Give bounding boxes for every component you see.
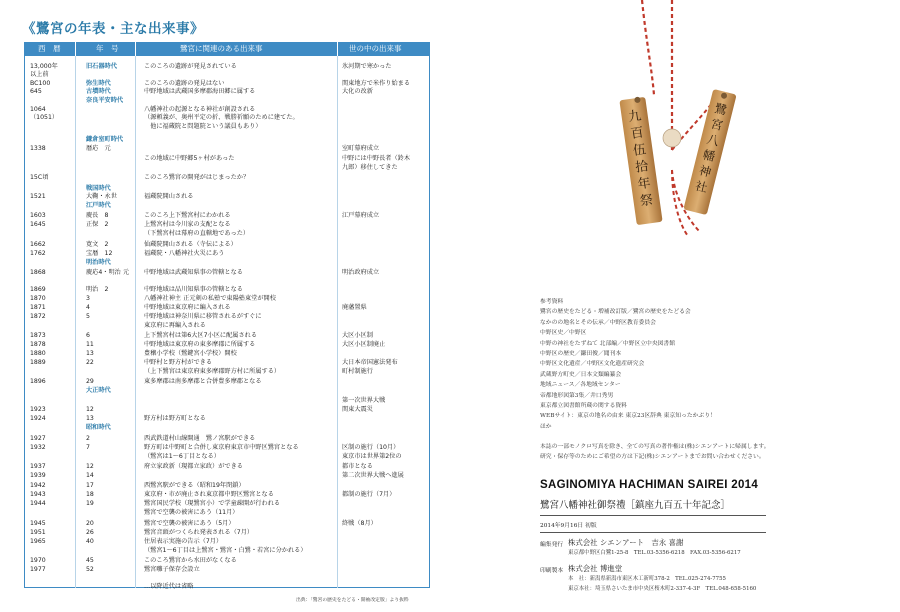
cell-nengo: 旧石器時代 [86, 63, 117, 70]
cell-world-event: 室町幕府成立 [342, 145, 380, 152]
cell-sagi-event: 福蔵院・八幡神社火災にあう [144, 250, 225, 257]
cell-seireki: 1924 [30, 415, 46, 422]
cell-nengo: 大正時代 [86, 387, 111, 394]
svg-text:鷺宮八幡神社: 鷺宮八幡神社 [693, 101, 729, 196]
cell-seireki: 1945 [30, 520, 46, 527]
cell-sagi-event: 鷺宮で空襲の被害にあう（11月） [144, 509, 239, 516]
reference-item: 地域ニュース／各地域センター [540, 382, 621, 389]
cell-nengo: 2 [86, 435, 90, 442]
cell-sagi-event: （下鷺宮村は幕府の直轄地であった） [144, 230, 250, 237]
cell-seireki: 1880 [30, 350, 46, 357]
cell-sagi-event: …以降近代は省略 [144, 583, 194, 590]
cell-nengo: 明治 2 [86, 286, 109, 293]
cell-sagi-event: 東京府に再編入される [144, 322, 206, 329]
cell-seireki: 1338 [30, 145, 46, 152]
cell-nengo: 29 [86, 378, 94, 385]
reference-item: 東京都立図書館所蔵の関する資料 [540, 403, 627, 410]
cell-seireki: 1937 [30, 463, 46, 470]
cell-nengo: 慶応4・明治 元 [86, 269, 130, 276]
source-credit: 出典：「鷺宮の歴史をたどる・開袖改定版」より抜粋 [296, 598, 409, 603]
cell-sagi-event: 鷺宮で空襲の被害にあう（5月） [144, 520, 235, 527]
cell-seireki: 1868 [30, 269, 46, 276]
edition-date: 2014年9月16日 初版 [540, 523, 597, 529]
cell-world-event: 町村制施行 [342, 368, 373, 375]
publisher-name: 株式会社 シエンアート 吉永 喜謝 [568, 538, 684, 547]
cell-seireki: 1965 [30, 538, 46, 545]
cell-world-event: 氷河期で寒かった [342, 63, 392, 70]
cell-sagi-event: 中野地域は武蔵国多摩郡海田郷に属する [144, 88, 256, 95]
reference-item: 中野区史／中野区 [540, 330, 587, 337]
left-wooden-tag [619, 97, 662, 226]
cell-world-event: 区制の施行（10月） [342, 444, 400, 451]
cell-seireki: 以上前 [30, 71, 49, 78]
cell-seireki: 1870 [30, 295, 46, 302]
cell-nengo: 江戸時代 [86, 202, 111, 209]
cell-seireki: 1923 [30, 406, 46, 413]
cell-sagi-event: 鷺宮音頭がつくられ発表される（7月） [144, 529, 254, 536]
cell-sagi-event: （源頼義が、奥州平定の折、戦勝祈願のために建てた。 [144, 114, 299, 121]
cell-sagi-event: 八幡神社神主 正元剣の私塾で東陽塾東堂が開校 [144, 295, 276, 302]
cell-nengo: 4 [86, 304, 90, 311]
reference-item: なかのの地名とその伝承／中野区教育委員会 [540, 319, 656, 326]
cell-nengo: 26 [86, 529, 94, 536]
cell-seireki: 1064 [30, 106, 46, 113]
cell-seireki: 1521 [30, 193, 46, 200]
colophon-title-en: SAGINOMIYA HACHIMAN SAIREI 2014 [540, 479, 759, 491]
cell-nengo: 3 [86, 295, 90, 302]
cell-sagi-event: 西鷺宮駅ができる（昭和19年閉鎖） [144, 482, 245, 489]
cell-nengo: 宝暦 12 [86, 250, 113, 257]
cell-nengo: 13 [86, 415, 94, 422]
cell-sagi-event: （上下鷺宮は東京府東多摩郡野方村に所属する） [144, 368, 281, 375]
cell-world-event: 都市となる [342, 463, 373, 470]
printer-name: 株式会社 博進堂 [568, 564, 623, 573]
cell-nengo: 暦応 元 [86, 145, 111, 152]
cell-sagi-event: このころ鷺宮の開発がはじまったか？ [144, 174, 250, 181]
cell-sagi-event: 中野地域は東京府の東多摩郡に所属する [144, 341, 256, 348]
cell-world-event: 大区小区制廃止 [342, 341, 386, 348]
cell-world-event: 大化の改新 [342, 88, 373, 95]
cell-nengo: 13 [86, 350, 94, 357]
cell-seireki: 1878 [30, 341, 46, 348]
cell-seireki: 1896 [30, 378, 46, 385]
printer-label: 印刷製本 [540, 568, 564, 574]
cell-seireki: 1943 [30, 491, 46, 498]
cell-seireki: 1662 [30, 241, 46, 248]
cell-seireki: 1939 [30, 472, 46, 479]
cell-nengo: 20 [86, 520, 94, 527]
cell-nengo: 18 [86, 491, 94, 498]
cell-nengo: 戦国時代 [86, 185, 111, 192]
col-header-yo: 世の中の出来事 [349, 44, 402, 53]
cell-nengo: 17 [86, 482, 94, 489]
cell-seireki: 1951 [30, 529, 46, 536]
cell-world-event: 九郎）移住してきた [342, 164, 398, 171]
cell-sagi-event: 仙蔵院開山される（寺伝による） [144, 241, 237, 248]
printer-address-2: 東京本社：埼玉県さいたま市中央区桜木町2-337-4-3F TEL.048-658-5160 [568, 586, 757, 592]
cell-nengo: 慶長 8 [86, 212, 109, 219]
cell-nengo: 52 [86, 566, 94, 573]
wooden-tags-photo [588, 0, 748, 260]
cell-sagi-event: 鷺宮国民学校（現鷺宮小）で学童疎開が行われる [144, 500, 281, 507]
page-title: 《鷺宮の年表・主な出来事》 [22, 21, 204, 37]
cell-seireki: 1889 [30, 359, 46, 366]
reference-item: 中野区の歴史／鎌田俊／聞刊本 [540, 351, 622, 358]
cell-sagi-event: 八幡神社の起源となる神社が創設される [144, 106, 256, 113]
cell-seireki: 1871 [30, 304, 46, 311]
note-line: 研究・保存等のためにご希望の方は下記(株)シエンアートまでお問い合わせください。 [540, 454, 765, 461]
cell-seireki: 15C頃 [30, 174, 49, 181]
divider [540, 515, 766, 516]
cell-sagi-event: 西武鉄道村山線開通 鷺ノ宮駅ができる [144, 435, 256, 442]
col-header-sagi: 鷺宮に関連のある出来事 [180, 44, 263, 53]
cell-world-event: 関東大震災 [342, 406, 373, 413]
printer-address-1: 本 社：新潟県新潟市東区木工新町378-2 TEL.025-274-7755 [568, 576, 726, 582]
reference-item: 中野区文化遺産／中野区文化遺産研究会 [540, 361, 645, 368]
cell-sagi-event: （鷺宮1〜6丁目は上鷺宮・鷺宮・白鷺・若宮に分かれる） [144, 547, 307, 554]
cell-nengo: 12 [86, 463, 94, 470]
cell-nengo: 大鞠・永世 [86, 193, 117, 200]
cell-sagi-event: 野方町は中野町と合併し東京府東京市中野区鷺宮となる [144, 444, 299, 451]
cell-sagi-event: 中野村と野方村ができる [144, 359, 213, 366]
reference-item: 帝都地形図第3集／井口秀男 [540, 392, 614, 399]
cell-nengo: 12 [86, 406, 94, 413]
cell-nengo: 14 [86, 472, 94, 479]
cell-nengo: 寛文 2 [86, 241, 109, 248]
cell-nengo: 11 [86, 341, 94, 348]
cell-sagi-event: 府立家政新（現都立家政）ができる [144, 463, 243, 470]
cell-seireki: 13,000年 [30, 63, 58, 70]
reference-item: 中野の神社をたずねて 北部編／中野区立中央図書館 [540, 340, 676, 347]
reference-item: ほか [540, 423, 552, 430]
cell-world-event: 第一次世界大戦 [342, 397, 386, 404]
cell-seireki: 1944 [30, 500, 46, 507]
cell-world-event: 大区小区制 [342, 332, 373, 339]
cell-world-event: 関東地方で米作り始まる [342, 80, 411, 87]
cell-world-event: 廃藩置県 [342, 304, 367, 311]
cell-world-event: 第二次世界大戦へ進展 [342, 472, 404, 479]
cell-nengo: 6 [86, 332, 90, 339]
cell-seireki: 1873 [30, 332, 46, 339]
cell-nengo: 古墳時代 [86, 88, 111, 95]
cell-seireki: 645 [30, 88, 42, 95]
cell-nengo: 昭和時代 [86, 424, 111, 431]
cell-sagi-event: この地域に中野郷5ヶ村があった [144, 155, 235, 162]
publisher-address: 東京都中野区白鷺1-25-8 TEL.03-5356-6218 FAX.03-5356-6217 [568, 550, 741, 556]
copyright-note [540, 442, 770, 463]
table-header [24, 42, 430, 56]
cell-sagi-event: 豊穣小学校（鷺鍵宮小学校）開校 [144, 350, 237, 357]
cell-seireki: 1970 [30, 557, 46, 564]
reference-item: WEBサイト：東京の地名の由来 東京23区辞典 東京知ったかぶり！ [540, 413, 716, 420]
cell-sagi-event: このころ鷺宮から水田がなくなる [144, 557, 237, 564]
reference-item: 鷺宮の歴史をたどる・増補改訂版／鷺宮の歴史をたどる会 [540, 309, 691, 316]
cell-sagi-event: 他に福蔵院と問題院という議員もあり） [144, 123, 262, 130]
cell-sagi-event: このころの遺跡が発見されている [144, 63, 237, 70]
cell-nengo: 5 [86, 313, 90, 320]
cell-world-event: 東京市は世界第2位の [342, 453, 402, 460]
cell-nengo: 正保 2 [86, 221, 109, 228]
cell-seireki: 1932 [30, 444, 46, 451]
publisher-label: 編集発行 [540, 542, 564, 548]
cell-nengo: 明治時代 [86, 259, 111, 266]
cell-nengo: 45 [86, 557, 94, 564]
col-header-seireki: 西 暦 [38, 44, 61, 53]
cell-sagi-event: 住居表示実施の告示（7月） [144, 538, 223, 545]
cell-seireki: 1645 [30, 221, 46, 228]
cell-world-event: 都制の施行（7月） [342, 491, 396, 498]
cell-nengo: 奈良平安時代 [86, 97, 124, 104]
cell-sagi-event: このころの遺跡の発見はない [144, 80, 225, 87]
reference-item: 武蔵野方町史／日本文類編纂会 [540, 371, 622, 378]
cell-sagi-event: 中野地域は神奈川県に移管されるがすぐに [144, 313, 262, 320]
colophon-title-jp: 鷺宮八幡神社御祭禮［鎮座九百五十年記念］ [540, 500, 731, 511]
cell-sagi-event: （鷺宮は1〜6丁目となる） [144, 453, 220, 460]
cell-sagi-event: 上鷺宮村は今川家の支配となる [144, 221, 231, 228]
cell-nengo: 鎌倉室町時代 [86, 136, 124, 143]
cell-sagi-event: 福蔵院開山される [144, 193, 194, 200]
references-list [540, 297, 716, 432]
divider [540, 532, 766, 533]
cell-sagi-event: 中野地域は東京府に編入される [144, 304, 231, 311]
col-header-nengo: 年 号 [96, 44, 119, 53]
cell-seireki: 1603 [30, 212, 46, 219]
cell-seireki: 1869 [30, 286, 46, 293]
right-wooden-tag [683, 89, 736, 215]
cell-world-event: 大日本帝国憲法発布 [342, 359, 398, 366]
cell-nengo: 7 [86, 444, 90, 451]
cell-nengo: 22 [86, 359, 94, 366]
cell-seireki: 1927 [30, 435, 46, 442]
cell-seireki: BC100 [30, 80, 51, 87]
cell-nengo: 40 [86, 538, 94, 545]
cell-nengo: 19 [86, 500, 94, 507]
cell-world-event: 江戸幕府成立 [342, 212, 380, 219]
cell-world-event: 中野には中野長者（鈴木 [342, 155, 411, 162]
cell-nengo: 弥生時代 [86, 80, 111, 87]
cell-world-event: 終戦（8月） [342, 520, 377, 527]
cell-sagi-event: このころ上下鷺宮村にわかれる [144, 212, 231, 219]
cell-seireki: （1051） [30, 114, 59, 121]
cell-seireki: 1762 [30, 250, 46, 257]
cell-sagi-event: 野方村は野方町となる [144, 415, 206, 422]
cell-sagi-event: 東多摩郡は南多摩郡と合併豊多摩郡となる [144, 378, 262, 385]
cell-seireki: 1977 [30, 566, 46, 573]
cell-sagi-event: 中野地域は品川知県事の管轄となる [144, 286, 243, 293]
cell-seireki: 1872 [30, 313, 46, 320]
cell-sagi-event: 上下鷺宮村は第6大区7小区に配属される [144, 332, 258, 339]
cell-sagi-event: 中野地域は武蔵知県事の管轄となる [144, 269, 243, 276]
cell-sagi-event: 東京府・市が廃止され東京都中野区鷺宮となる [144, 491, 274, 498]
note-line: 本誌の一部モノクロ写真を除き、全ての写真の著作権は(株)シエンアートに帰属します。 [540, 444, 770, 450]
cell-world-event: 明治政府成立 [342, 269, 380, 276]
cell-sagi-event: 鷺宮囃子保存会設立 [144, 566, 200, 573]
cell-seireki: 1942 [30, 482, 46, 489]
svg-text:九百伍拾年祭: 九百伍拾年祭 [627, 108, 655, 210]
reference-item: 参考資料 [540, 299, 564, 305]
